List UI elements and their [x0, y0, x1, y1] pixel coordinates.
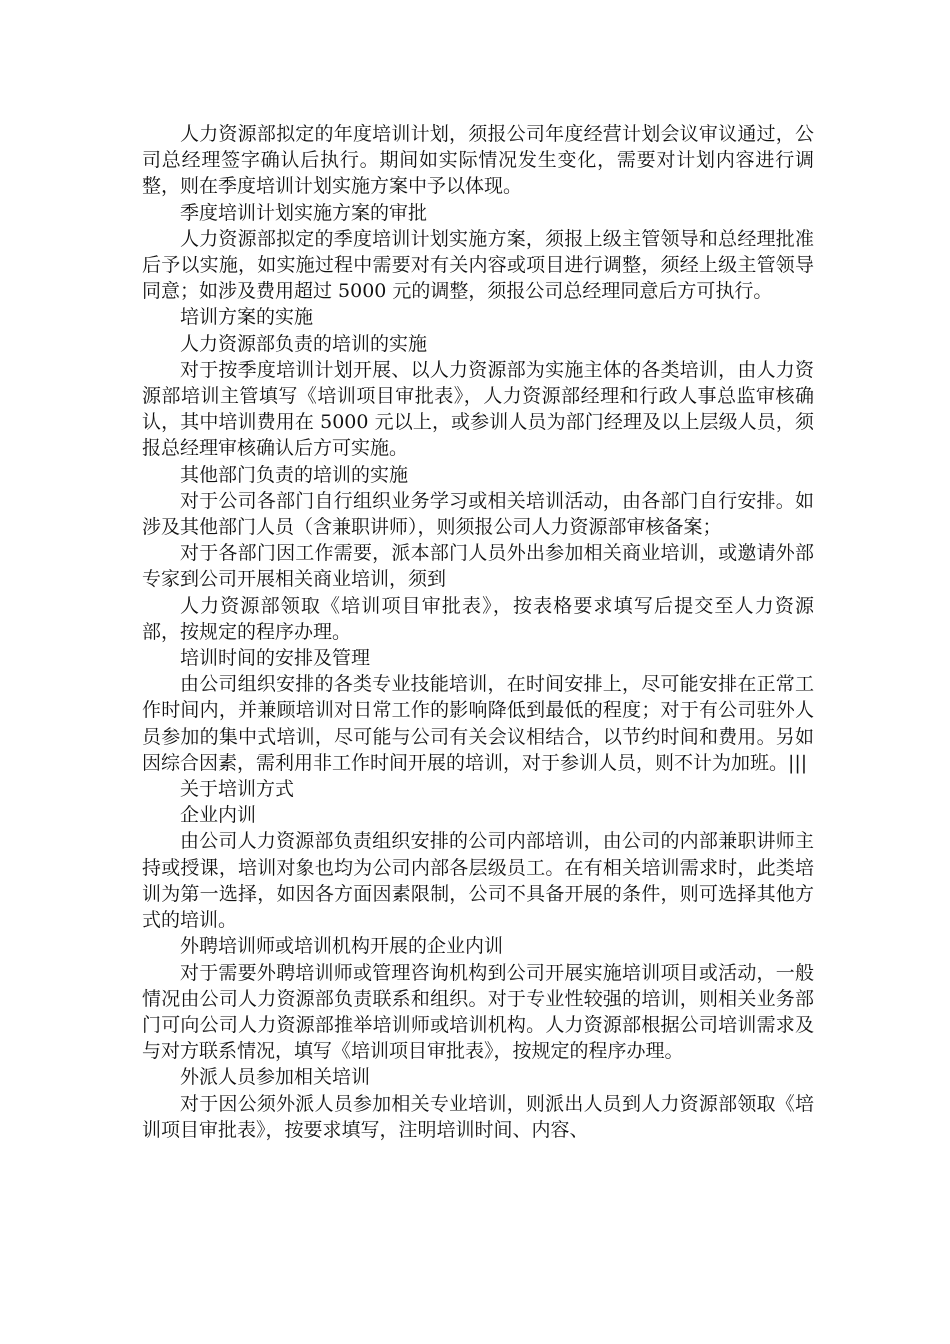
heading-other-dept-training: 其他部门负责的培训的实施: [180, 463, 409, 486]
heading-training-methods: 关于培训方式: [180, 778, 295, 801]
paragraph-hr-training-implementation: 对于按季度培训计划开展、以人力资源部为实施主体的各类培训，由人力资源部培训主管填写《培训项目审批表》，人力资源部经理和行政人事总监审核确认，其中培训费用在 5000 元以上，或参训人员为部门经理及以上层级人员，须报总经理审核确认后方可实施。: [142, 358, 814, 460]
paragraph-outsourced-training: 对于因公须外派人员参加相关专业培训，则派出人员到人力资源部领取《培训项目审批表》，按要求填写，注明培训时间、内容、: [142, 1092, 814, 1141]
paragraph-quarterly-plan-approval: 人力资源部拟定的季度培训计划实施方案，须报上级主管领导和总经理批准后予以实施，如实施过程中需要对有关内容或项目进行调整，须经上级主管领导同意；如涉及费用超过 5000 元的调整，须报公司总经理同意后方可执行。: [142, 227, 814, 303]
paragraph-dept-self-organized: 对于公司各部门自行组织业务学习或相关培训活动，由各部门自行安排。如涉及其他部门人员（含兼职讲师），则须报公司人力资源部审核备案；: [142, 489, 814, 539]
paragraph-dept-external-training: 对于各部门因工作需要，派本部门人员外出参加相关商业培训，或邀请外部专家到公司开展相关商业培训，须到: [142, 542, 814, 591]
heading-plan-implementation: 培训方案的实施: [180, 306, 314, 329]
heading-training-time-management: 培训时间的安排及管理: [180, 647, 371, 670]
paragraph-training-time-management: 由公司组织安排的各类专业技能培训，在时间安排上，尽可能安排在正常工作时间内，并兼顾培训对日常工作的影响降低到最低的程度；对于有公司驻外人员参加的集中式培训，尽可能与公司有关会议相结合，以节约时间和费用。另如因综合因素，需利用非工作时间开展的培训，对于参训人员，则不计为加班。|||: [142, 673, 814, 774]
paragraph-external-trainer: 对于需要外聘培训师或管理咨询机构到公司开展实施培训项目或活动，一般情况由公司人力资源部负责联系和组织。对于专业性较强的培训，则相关业务部门可向公司人力资源部推举培训师或培训机构。人力资源部根据公司培训需求及与对方联系情况，填写《培训项目审批表》，按规定的程序办理。: [142, 961, 814, 1063]
paragraph-annual-plan-approval: 人力资源部拟定的年度培训计划，须报公司年度经营计划会议审议通过，公司总经理签字确认后执行。期间如实际情况发生变化，需要对计划内容进行调整，则在季度培训计划实施方案中予以体现。: [142, 123, 814, 198]
heading-outsourced-training: 外派人员参加相关培训: [180, 1066, 371, 1089]
heading-internal-training: 企业内训: [180, 804, 257, 827]
document-body: [142, 121, 814, 1143]
heading-quarterly-plan-approval: 季度培训计划实施方案的审批: [180, 201, 428, 224]
paragraph-internal-training: 由公司人力资源部负责组织安排的公司内部培训，由公司的内部兼职讲师主持或授课，培训对象也均为公司内部各层级员工。在有相关培训需求时，此类培训为第一选择，如因各方面因素限制，公司不具备开展的条件，则可选择其他方式的培训。: [142, 830, 814, 932]
heading-hr-training-implementation: 人力资源部负责的培训的实施: [180, 332, 428, 355]
heading-external-trainer: 外聘培训师或培训机构开展的企业内训: [180, 935, 504, 958]
paragraph-approval-form-procedure: 人力资源部领取《培训项目审批表》，按表格要求填写后提交至人力资源部，按规定的程序办理。: [142, 594, 814, 643]
